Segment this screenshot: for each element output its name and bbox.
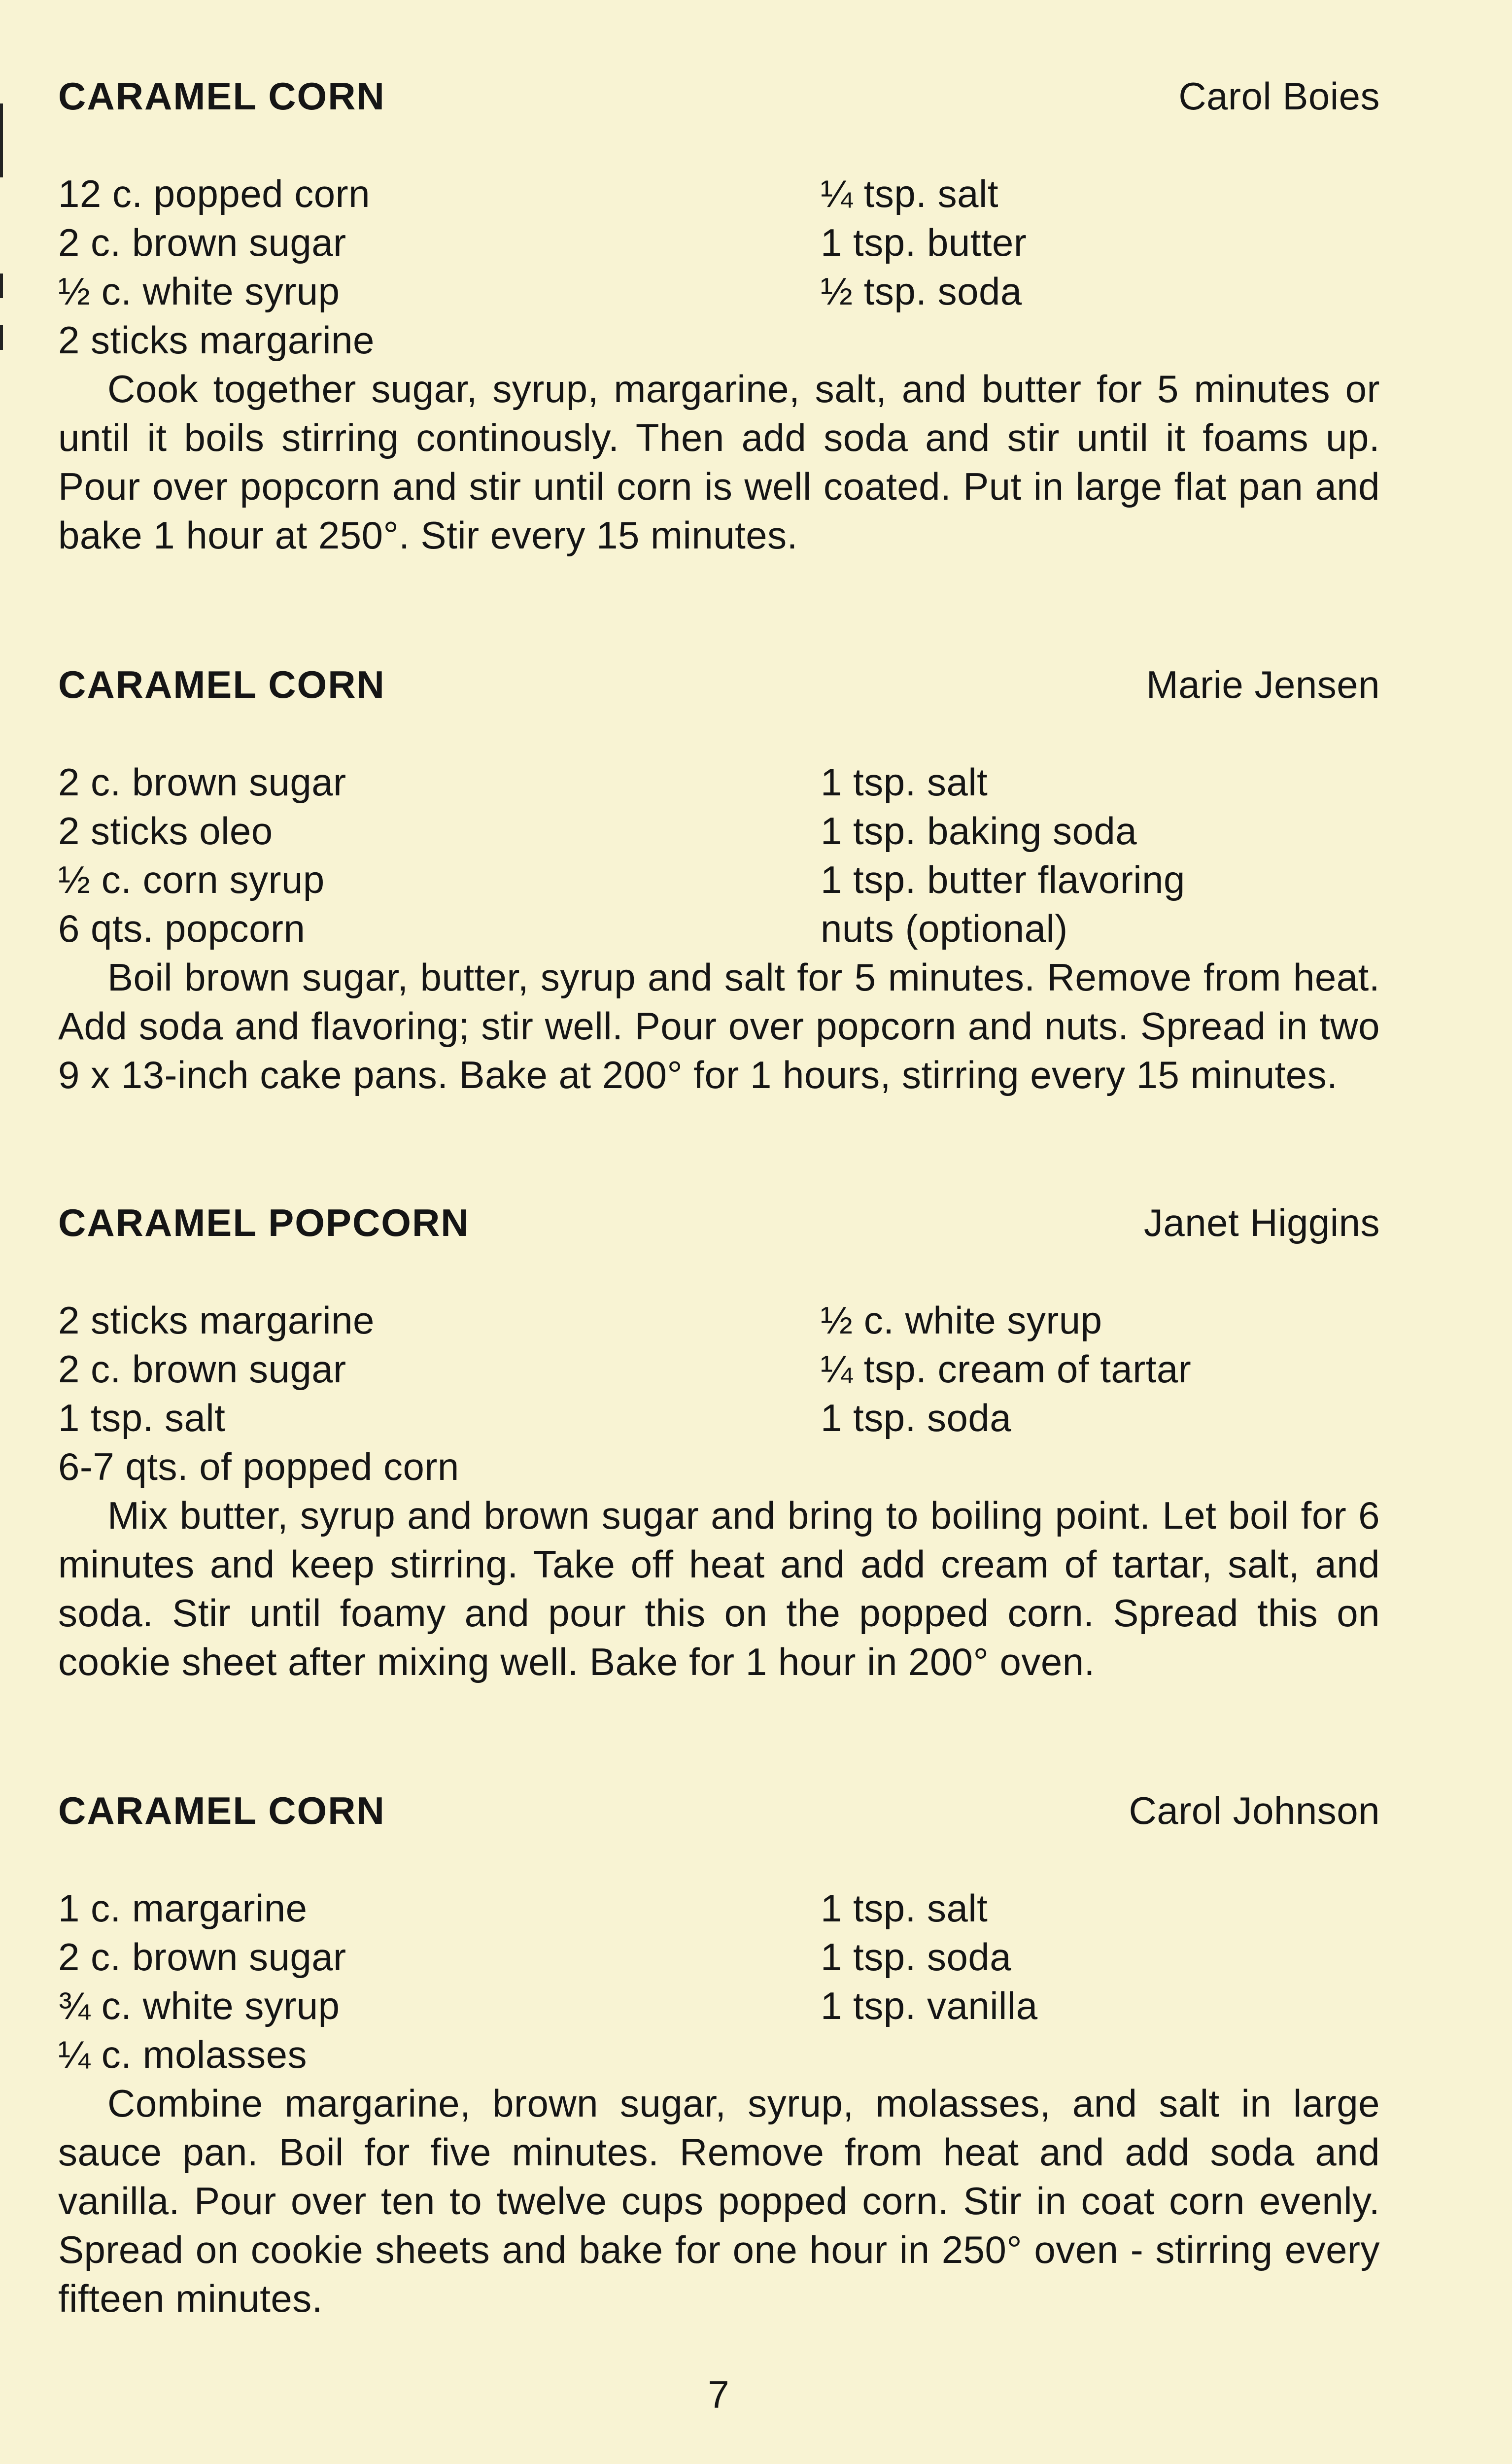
ingredient: 1 tsp. baking soda bbox=[821, 809, 1137, 853]
ingredient: ½ c. corn syrup bbox=[58, 858, 325, 901]
recipe-author: Janet Higgins bbox=[1143, 1201, 1380, 1244]
recipe-header bbox=[58, 660, 1380, 709]
ingredient: 1 tsp. salt bbox=[58, 1396, 226, 1439]
ingredient: 6 qts. popcorn bbox=[58, 907, 306, 950]
ingredient: 1 tsp. salt bbox=[821, 1886, 988, 1930]
recipe-2 bbox=[58, 660, 1380, 1099]
ingredient: ¼ tsp. salt bbox=[821, 172, 998, 215]
ingredient: 2 sticks margarine bbox=[58, 318, 375, 362]
ingredient: ½ c. white syrup bbox=[821, 1299, 1102, 1342]
ingredient: 1 tsp. butter bbox=[821, 221, 1027, 264]
ingredients-list bbox=[58, 170, 1380, 365]
ingredient: ¼ tsp. cream of tartar bbox=[821, 1347, 1192, 1391]
ingredient: 2 c. brown sugar bbox=[58, 1935, 346, 1979]
ingredient: 2 sticks oleo bbox=[58, 809, 273, 853]
ingredients-list bbox=[58, 1296, 1380, 1491]
recipe-4 bbox=[58, 1786, 1380, 2323]
ingredient: 1 tsp. salt bbox=[821, 760, 988, 804]
ingredient: nuts (optional) bbox=[821, 907, 1068, 950]
ingredient: 6-7 qts. of popped corn bbox=[58, 1445, 459, 1488]
ingredient-row bbox=[58, 1442, 1380, 1491]
recipe-title: CARAMEL CORN bbox=[58, 74, 385, 118]
recipe-title: CARAMEL CORN bbox=[58, 663, 385, 706]
ingredient-row bbox=[58, 1884, 1380, 1933]
page-number: 7 bbox=[708, 2373, 729, 2416]
ingredient-row bbox=[58, 1394, 1380, 1442]
ingredients-list bbox=[58, 1884, 1380, 2079]
recipe-directions: Combine margarine, brown sugar, syrup, molasses, and salt in large sauce pan. Boil for five minutes. Remove from heat and add soda and vanilla. Pour over ten to twelve cups popped corn. Stir in coat corn evenly. Spread on cookie sheets and bake for one hour in 250° oven - stirring every fifteen minutes. bbox=[58, 2082, 1380, 2320]
ingredient: 2 sticks margarine bbox=[58, 1299, 375, 1342]
ingredient-row bbox=[58, 856, 1380, 904]
recipe-1 bbox=[58, 72, 1380, 560]
recipe-title: CARAMEL POPCORN bbox=[58, 1201, 470, 1244]
recipe-directions: Cook together sugar, syrup, margarine, salt, and butter for 5 minutes or until it boils stirring continously. Then add soda and stir until it foams up. Pour over popcorn and stir until corn is well coated. Put in large flat pan and bake 1 hour at 250°. Stir every 15 minutes. bbox=[58, 367, 1380, 557]
recipe-title: CARAMEL CORN bbox=[58, 1789, 385, 1832]
recipe-directions: Boil brown sugar, butter, syrup and salt for 5 minutes. Remove from heat. Add soda and flavoring; stir well. Pour over popcorn and nuts. Spread in two 9 x 13-inch cake pans. Bake at 200° for 1 hours, stirring every 15 minutes. bbox=[58, 956, 1380, 1096]
ingredient: 1 c. margarine bbox=[58, 1886, 308, 1930]
ingredient-row bbox=[58, 904, 1380, 953]
recipe-author: Carol Johnson bbox=[1129, 1789, 1380, 1832]
recipe-3 bbox=[58, 1198, 1380, 1686]
page-edge-mark bbox=[0, 325, 3, 350]
ingredient: ½ c. white syrup bbox=[58, 270, 340, 313]
ingredient-row bbox=[58, 316, 1380, 365]
recipe-header bbox=[58, 72, 1380, 121]
recipe-author: Marie Jensen bbox=[1146, 663, 1380, 706]
ingredient: 1 tsp. butter flavoring bbox=[821, 858, 1185, 901]
ingredient: 1 tsp. soda bbox=[821, 1935, 1012, 1979]
recipe-header bbox=[58, 1786, 1380, 1835]
ingredient: 1 tsp. soda bbox=[821, 1396, 1012, 1439]
ingredient-row bbox=[58, 1933, 1380, 1982]
ingredient-row bbox=[58, 170, 1380, 218]
page-edge-mark bbox=[0, 103, 3, 177]
ingredient-row bbox=[58, 807, 1380, 856]
ingredient: 2 c. brown sugar bbox=[58, 1347, 346, 1391]
ingredient: ¼ c. molasses bbox=[58, 2033, 308, 2076]
ingredient-row bbox=[58, 1345, 1380, 1394]
ingredient: 12 c. popped corn bbox=[58, 172, 370, 215]
ingredient-row bbox=[58, 1296, 1380, 1345]
recipe-directions: Mix butter, syrup and brown sugar and bring to boiling point. Let boil for 6 minutes and keep stirring. Take off heat and add cream of tartar, salt, and soda. Stir until foamy and pour this on the popped corn. Spread this on cookie sheet after mixing well. Bake for 1 hour in 200° oven. bbox=[58, 1494, 1380, 1683]
recipe-author: Carol Boies bbox=[1178, 74, 1380, 118]
ingredient-row bbox=[58, 1982, 1380, 2030]
page-edge-mark bbox=[0, 274, 3, 298]
ingredients-list bbox=[58, 758, 1380, 953]
ingredient-row bbox=[58, 218, 1380, 267]
ingredient-row bbox=[58, 758, 1380, 807]
ingredient: 2 c. brown sugar bbox=[58, 760, 346, 804]
ingredient: ¾ c. white syrup bbox=[58, 1984, 340, 2027]
ingredient: ½ tsp. soda bbox=[821, 270, 1022, 313]
ingredient-row bbox=[58, 2030, 1380, 2079]
ingredient: 2 c. brown sugar bbox=[58, 221, 346, 264]
ingredient-row bbox=[58, 267, 1380, 316]
ingredient: 1 tsp. vanilla bbox=[821, 1984, 1038, 2027]
recipe-header bbox=[58, 1198, 1380, 1247]
